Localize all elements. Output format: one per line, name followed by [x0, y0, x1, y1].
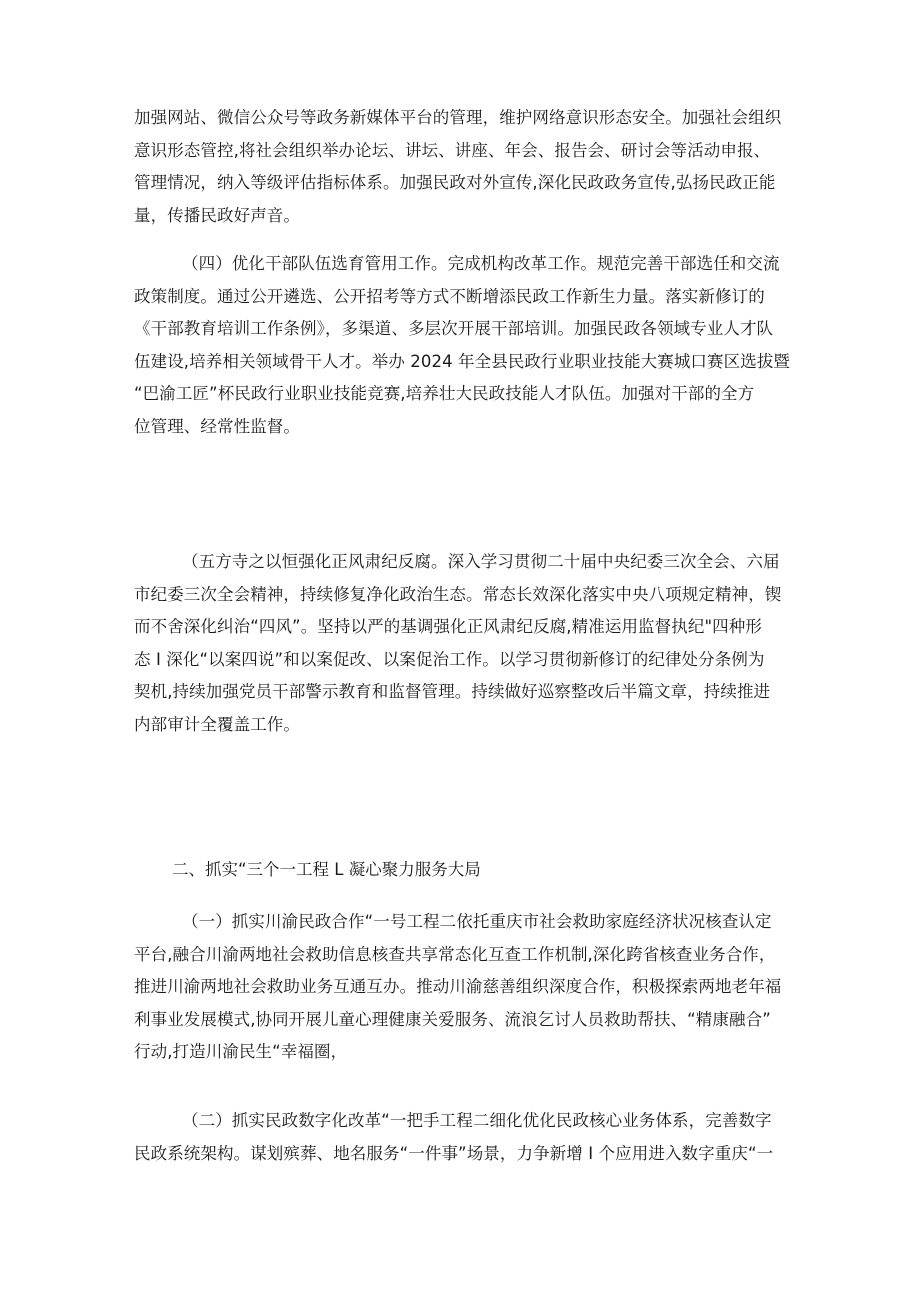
paragraph-anti-corruption [134, 546, 794, 741]
text-line: （一）抓实川渝民政合作“一号工程二依托重庆市社会救助家庭经济状况核查认定 [182, 912, 772, 931]
text-line: 量，传播民政好声音。 [134, 205, 300, 225]
text-line: 行动,打造川渝民生“幸福圈， [134, 1042, 348, 1061]
text-line: 《干部教育培训工作条例》，多渠道、多层次开展干部培训。加强民政各领域专业人才队 [134, 319, 774, 338]
text-line: 利事业发展模式,协同开展儿童心理健康关爱服务、流浪乞讨人员救助帮扶、“精康融合” [134, 1009, 771, 1029]
text-line: 而不舍深化纠治“四风”。坚持以严的基调强化正风肃纪反腐,精准运用监督执纪"四种形 [134, 617, 762, 636]
text-line: 位管理、经常性监督。 [134, 416, 300, 436]
paragraph-media-management [134, 102, 794, 232]
text-line: 政策制度。通过公开遴选、公开招考等方式不断增添民政工作新生力量。落实新修订的 [134, 286, 765, 306]
text-line: 管理情况，纳入等级评估指标体系。加强民政对外宣传,深化民政政务宣传,弘扬民政正能 [134, 173, 776, 192]
text-line: （二）抓实民政数字化改革“一把手工程二细化优化民政核心业务体系，完善数字 [182, 1111, 772, 1130]
text-line: 内部审计全覆盖工作。 [134, 714, 300, 734]
text-line: 加强网站、微信公众号等政务新媒体平台的管理，维护网络意识形态安全。加强社会组织 [134, 108, 782, 127]
text-line: “巴渝工匠”杯民政行业职业技能竞赛,培养壮大民政技能人才队伍。加强对干部的全方 [134, 384, 755, 403]
paragraph-chuanyu-cooperation [134, 906, 794, 1069]
section-heading: 二、抓实“三个一工程 L 凝心聚力服务大局 [172, 860, 481, 879]
text-line: 民政系统架构。谋划殡葬、地名服务“一件事”场景，力争新增 I 个应用进入数字重庆“一 [134, 1143, 774, 1163]
text-line: 契机,持续加强党员干部警示教育和监督管理。持续做好巡察整改后半篇文章，持续推进 [134, 682, 771, 701]
text-line: 平台,融合川渝两地社会救助信息核查共享常态化互查工作机制,深化跨省核查业务合作， [134, 944, 776, 964]
text-line: 态 I 深化“以案四说”和以案促改、以案促治工作。以学习贯彻新修订的纪律处分条例为 [134, 649, 765, 669]
text-line: （五方寺之以恒强化正风肃纪反腐。深入学习贯彻二十届中央纪委三次全会、六届 [182, 552, 780, 571]
paragraph-digital-reform [134, 1105, 794, 1170]
text-line: 推进川渝两地社会救助业务互通互办。推动川渝慈善组织深度合作，积极探索两地老年福 [134, 977, 782, 996]
paragraph-cadre-team [134, 248, 794, 443]
text-line: （四）优化干部队伍选育管用工作。完成机构改革工作。规范完善干部选任和交流 [182, 254, 780, 273]
text-line: 伍建设,培养相关领域骨干人才。举办 2024 年全县民政行业职业技能大赛城口赛区选拔暨 [134, 351, 791, 371]
text-line: 市纪委三次全会精神，持续修复净化政治生态。常态长效深化落实中央八项规定精神，锲 [134, 584, 782, 604]
text-line: 意识形态管控,将社会组织举办论坛、讲坛、讲座、年会、报告会、研讨会等活动申报、 [134, 140, 771, 160]
